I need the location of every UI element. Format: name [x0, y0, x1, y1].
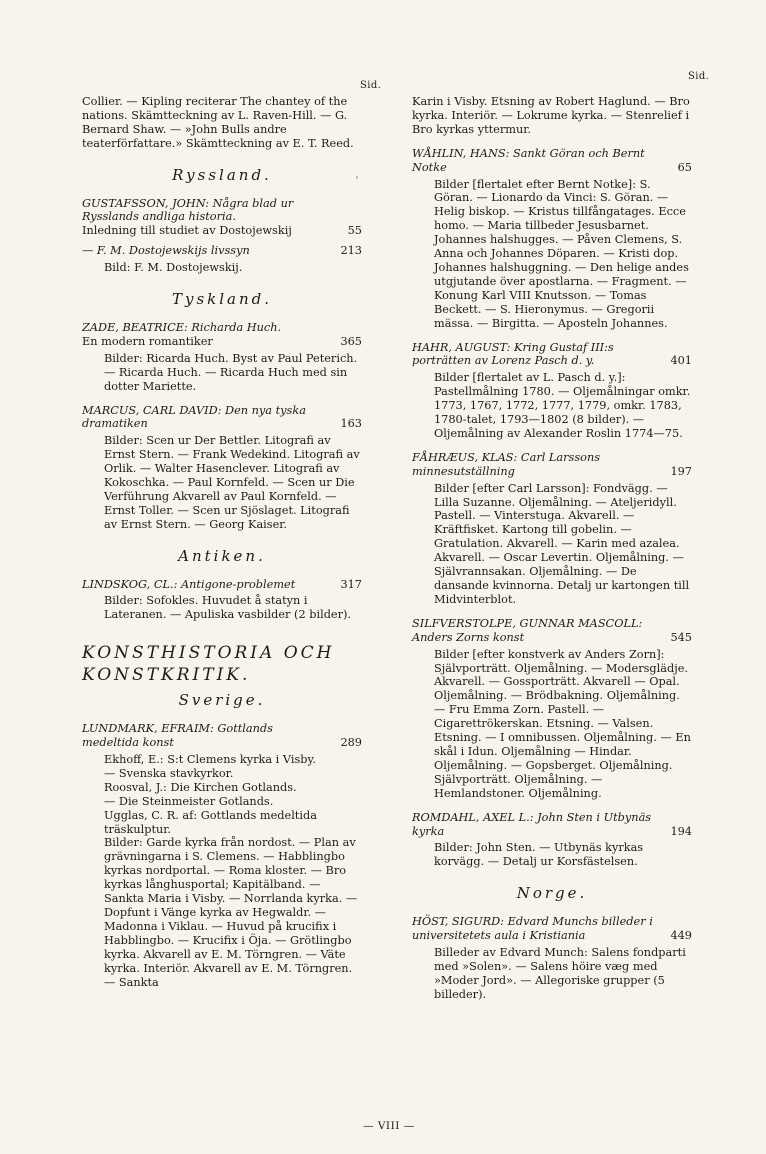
entry-title: LINDSKOG, CL.: Antigone-problemet: [82, 577, 296, 591]
entry-wahlin: [412, 147, 692, 331]
entry-romdahl: [412, 811, 692, 870]
page-number: 55: [347, 224, 362, 238]
entry-title-row: [412, 617, 692, 645]
reference: Ekhoff, E.: S:t Clemens kyrka i Visby.: [104, 753, 316, 766]
entry-title: SILFVERSTOLPE, GUNNAR MASCOLL: Anders Zorns konst: [412, 616, 643, 644]
entry-title-row: [412, 451, 692, 479]
section-heading-ryssland: Ryssland.: [172, 165, 272, 184]
entry-hahr: [412, 341, 692, 441]
entry-lindskog: [82, 578, 362, 623]
page-number: 449: [670, 929, 692, 943]
page-number: 65: [677, 160, 692, 174]
entry-title-row: [82, 404, 362, 432]
entry-bilder: Bilder: Garde kyrka från nordost. — Plan av grävningarna i S. Clemens. — Habblingbo kyrkas nordportal. — Roma kloster. — Bro kyrkas långhusportal; Kapitälband. — Sankta Maria i Visby. — Norrlanda kyrka. — Dopfunt i Vänge kyrka av Hegwaldr. — Madonna i Viklau. — Huvud på krucifix i Habblingbo. — Krucifix i Öja. — Grötlingbo kyrka. Akvarell av E. M. Törngren. — Väte kyrka. Interiör. Akvarell av E. M. Törngren. — Sankta: [104, 836, 358, 989]
entry-silfverstolpe: [412, 617, 692, 801]
reference: — Die Steinmeister Gotlands.: [104, 794, 274, 808]
entry-zade: [82, 321, 362, 394]
reference: Ugglas, C. R. af: Gottlands medeltida träskulptur.: [104, 808, 317, 836]
entry-bilder: Billeder av Edvard Munch: Salens fondparti med »Solen». — Salens höire væg med »Moder Jord». — Allegoriske grupper (5 billeder).: [434, 945, 686, 1001]
entry-gustafsson-1: [82, 197, 362, 239]
entry-bilder: Bilder [flertalet efter Bernt Notke]: S. Göran. — Lionardo da Vinci: S. Göran. — Helig biskop. — Kristus tillfångatages. Ecce homo. — Maria tillbeder Jesusbarnet. Johannes halshugges. — Påven Clemens, S. Anna och Johannes Döparen. — Kristi dop. Johannes halshuggning. — Den helige andes utgjutande över apostlarna. — Fragment. — Konung Karl VIII Knutsson. — Tomas Beckett. — S. Hieronymus. — Gregorii mässa. — Birgitta. — Aposteln Johannes.: [434, 177, 689, 330]
entry-title-row: [82, 578, 362, 592]
entry-bilder: Bilder [flertalet av L. Pasch d. y.]: Pastellmålning 1780. — Oljemålningar omkr. 1773, 1767, 1772, 1777, 1779, omkr. 1783, 1780-talet, 1793—1802 (8 bilder). — Oljemålning av Alexander Roslin 1774—75.: [434, 371, 691, 440]
sid-label-right: Sid.: [688, 71, 710, 82]
entry-title: HÖST, SIGURD: Edvard Munchs billeder i universitetets aula i Kristiania: [412, 915, 653, 943]
entry-title: HAHR, AUGUST: Kring Gustaf III:s porträtten av Lorenz Pasch d. y.: [412, 340, 614, 368]
section-heading-sverige: Sverige.: [178, 691, 266, 710]
sid-label-left: Sid.: [360, 80, 382, 91]
entry-bilder: Bilder: Scen ur Der Bettler. Litografi av Ernst Stern. — Frank Wedekind. Litografi av Orlik. — Walter Hasenclever. Litografi av Kokoschka. — Paul Kornfeld. — Scen ur Die Verführung Akvarell av Paul Kornfeld. — Ernst Toller. — Scen ur Sjöslaget. Litografi av Ernst Stern. — Georg Kaiser.: [104, 434, 360, 531]
entry-title: GUSTAFSSON, JOHN: Några blad ur Rysslands andliga historia.: [82, 196, 294, 224]
entry-desc-row: [82, 335, 362, 349]
entry-title-row: [412, 811, 692, 839]
entry-title: ROMDAHL, AXEL L.: John Sten i Utbynäs kyrka: [412, 810, 652, 838]
left-column: [82, 95, 362, 989]
page-number: 289: [340, 736, 362, 750]
reference: — Svenska stavkyrkor.: [104, 766, 234, 780]
entry-title: MARCUS, CARL DAVID: Den nya tyska dramatiken: [82, 403, 306, 431]
entry-marcus: [82, 404, 362, 532]
section-heading-konsthistoria: KONSTHISTORIA OCH KONSTKRITIK.: [82, 643, 335, 686]
entry-title: FÅHRÆUS, KLAS: Carl Larssons minnesutställning: [412, 450, 601, 478]
entry-gustafsson-2: [82, 244, 362, 275]
entry-lundmark: [82, 722, 362, 989]
page-number: 317: [340, 577, 362, 591]
entry-title-row: [412, 341, 692, 369]
entry-bild: Bild: F. M. Dostojewskij.: [104, 261, 243, 275]
page-number: 545: [670, 630, 692, 644]
entry-bilder: Bilder: Sofokles. Huvudet å statyn i Lateranen. — Apuliska vasbilder (2 bilder).: [104, 594, 352, 622]
page-number: 401: [670, 354, 692, 368]
entry-desc-row: [82, 224, 362, 238]
entry-bilder: Bilder: John Sten. — Utbynäs kyrkas korvägg. — Detalj ur Korsfästelsen.: [434, 841, 644, 869]
section-heading-tyskland: Tyskland.: [171, 290, 273, 309]
entry-bilder: Bilder [efter konstverk av Anders Zorn]: Självporträtt. Oljemålning. — Modersglädje. Akvarell. — Gossporträtt. Akvarell — Opal. Oljemålning. — Brödbakning. Oljemålning. — Fru Emma Zorn. Pastell. — Cigarettrökerskan. Etsning. — Valsen. Etsning. — I omnibussen. Oljemålning. — En skål i Idun. Oljemålning — Hindar. Oljemålning. — Gopsberget. Oljemålning. Självporträtt. Oljemålning. — Hemlandstoner. Oljemålning.: [434, 647, 691, 800]
entry-title: — F. M. Dostojewskijs livssyn: [82, 244, 250, 258]
page-number: 194: [670, 824, 692, 838]
intro-text: Collier. — Kipling reciterar The chantey of the nations. Skämtteckning av L. Raven-Hill. — G. Bernard Shaw. — »John Bulls andre teaterförfattare.» Skämtteckning av E. T. Reed.: [82, 95, 354, 150]
entry-title-row: [82, 244, 362, 258]
entry-title-row: [412, 147, 692, 175]
page-number: 213: [340, 244, 362, 258]
section-heading-antiken: Antiken.: [178, 546, 266, 565]
page-number: 365: [340, 334, 362, 348]
entry-desc: Inledning till studiet av Dostojewskij: [82, 224, 292, 238]
reference: Roosval, J.: Die Kirchen Gotlands.: [104, 780, 297, 794]
continuation-text: Karin i Visby. Etsning av Robert Haglund. — Bro kyrka. Interiör. — Lokrume kyrka. — Stenrelief i Bro kyrkas yttermur.: [412, 95, 690, 136]
section-heading-norge: Norge.: [516, 884, 588, 903]
entry-fahraeus: [412, 451, 692, 607]
page-number: 163: [340, 417, 362, 431]
entry-title-row: [412, 915, 692, 943]
page-footer-numeral: — VIII —: [363, 1120, 415, 1132]
entry-title-row: [82, 722, 362, 750]
entry-host: [412, 915, 692, 1001]
right-column: [412, 95, 692, 1002]
entry-bilder: Bilder: Ricarda Huch. Byst av Paul Peterich. — Ricarda Huch. — Ricarda Huch med sin dotter Mariette.: [104, 351, 358, 393]
page-number: 197: [670, 464, 692, 478]
entry-bilder: Bilder [efter Carl Larsson]: Fondvägg. — Lilla Suzanne. Oljemålning. — Ateljeridyll. Pastell. — Vinterstuga. Akvarell. — Kräftfisket. Kartong till gobelin. — Gratulation. Akvarell. — Karin med azalea. Akvarell. — Oscar Levertin. Oljemålning. — Självrannsakan. Oljemålning. — De dansande kvinnorna. Detalj ur kartongen till Midvinterblot.: [434, 481, 690, 606]
entry-title: ZADE, BEATRICE: Richarda Huch.: [82, 320, 282, 334]
entry-title: WÅHLIN, HANS: Sankt Göran och Bernt Notke: [412, 146, 645, 174]
entry-title: LUNDMARK, EFRAIM: Gottlands medeltida konst: [82, 722, 273, 750]
entry-desc: En modern romantiker: [82, 334, 213, 348]
